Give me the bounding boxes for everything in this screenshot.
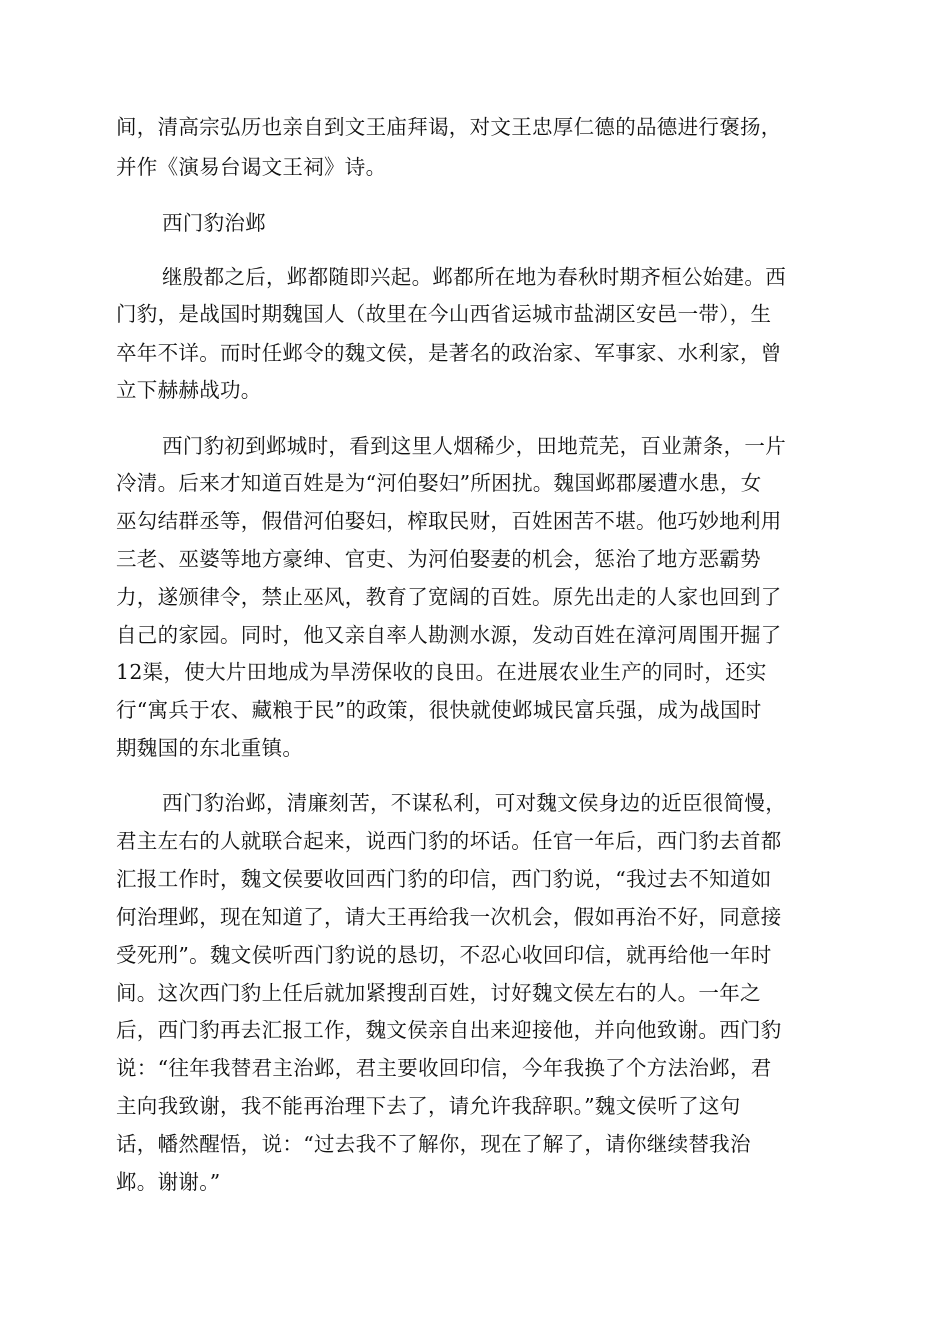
- paragraph-3-line-11: 邺。谢谢。”: [116, 1170, 221, 1194]
- paragraph-3-line-1: 西门豹治邺，清廉刻苦，不谋私利，可对魏文侯身边的近臣很简慢，: [162, 791, 786, 815]
- paragraph-3-line-10: 话，幡然醒悟，说：“过去我不了解你，现在了解了，请你继续替我治: [116, 1132, 751, 1156]
- paragraph-2-line-8: 行“寓兵于农、藏粮于民”的政策，很快就使邺城民富兵强，成为战国时: [116, 698, 762, 722]
- paragraph-1-line-1: 继殷都之后，邺都随即兴起。邺都所在地为春秋时期齐桓公始建。西: [162, 265, 786, 289]
- paragraph-3-line-8: 说：“往年我替君主治邺，君主要收回印信，今年我换了个方法治邺，君: [116, 1056, 772, 1080]
- paragraph-2-line-3: 巫勾结群丞等，假借河伯娶妇，榨取民财，百姓困苦不堪。他巧妙地利用: [116, 509, 782, 533]
- paragraph-3-line-3: 汇报工作时，魏文侯要收回西门豹的印信，西门豹说，“我过去不知道如: [116, 867, 772, 891]
- paragraph-3-line-4: 何治理邺，现在知道了，请大王再给我一次机会，假如再治不好，同意接: [116, 905, 782, 929]
- paragraph-1-line-2: 门豹，是战国时期魏国人（故里在今山西省运城市盐湖区安邑一带），生: [116, 302, 772, 326]
- paragraph-3-line-5: 受死刑”。魏文侯听西门豹说的恳切，不忍心收回印信，就再给他一年时: [116, 943, 772, 967]
- paragraph-2-line-5: 力，遂颁律令，禁止巫风，教育了宽阔的百姓。原先出走的人家也回到了: [116, 585, 782, 609]
- paragraph-2-line-9: 期魏国的东北重镇。: [116, 736, 304, 760]
- paragraph-2-line-6: 自己的家园。同时，他又亲自率人勘测水源，发动百姓在漳河周围开掘了: [116, 623, 782, 647]
- paragraph-3-line-7: 后，西门豹再去汇报工作，魏文侯亲自出来迎接他，并向他致谢。西门豹: [116, 1018, 782, 1042]
- paragraph-3-line-9: 主向我致谢，我不能再治理下去了，请允许我辞职。”魏文侯听了这句: [116, 1094, 741, 1118]
- intro-line-2: 并作《演易台谒文王祠》诗。: [116, 155, 387, 179]
- paragraph-2-line-2: 冷清。后来才知道百姓是为“河伯娶妇”所困扰。魏国邺郡屡遭水患，女: [116, 471, 762, 495]
- intro-line-1: 间，清高宗弘历也亲自到文王庙拜谒，对文王忠厚仁德的品德进行褒扬，: [116, 115, 782, 139]
- paragraph-2-line-4: 三老、巫婆等地方豪绅、官吏、为河伯娶妻的机会，惩治了地方恶霸势: [116, 547, 761, 571]
- section-title: 西门豹治邺: [162, 211, 266, 235]
- paragraph-3-line-2: 君主左右的人就联合起来，说西门豹的坏话。任官一年后，西门豹去首都: [116, 829, 782, 853]
- paragraph-1-line-3: 卒年不详。而时任邺令的魏文侯，是著名的政治家、军事家、水利家，曾: [116, 341, 782, 365]
- paragraph-1-line-4: 立下赫赫战功。: [116, 378, 262, 402]
- paragraph-2-line-1: 西门豹初到邺城时，看到这里人烟稀少，田地荒芜，百业萧条，一片: [162, 434, 786, 458]
- paragraph-3-line-6: 间。这次西门豹上任后就加紧搜刮百姓，讨好魏文侯左右的人。一年之: [116, 981, 761, 1005]
- paragraph-2-line-7: 12渠，使大片田地成为旱涝保收的良田。在进展农业生产的同时，还实: [116, 660, 767, 684]
